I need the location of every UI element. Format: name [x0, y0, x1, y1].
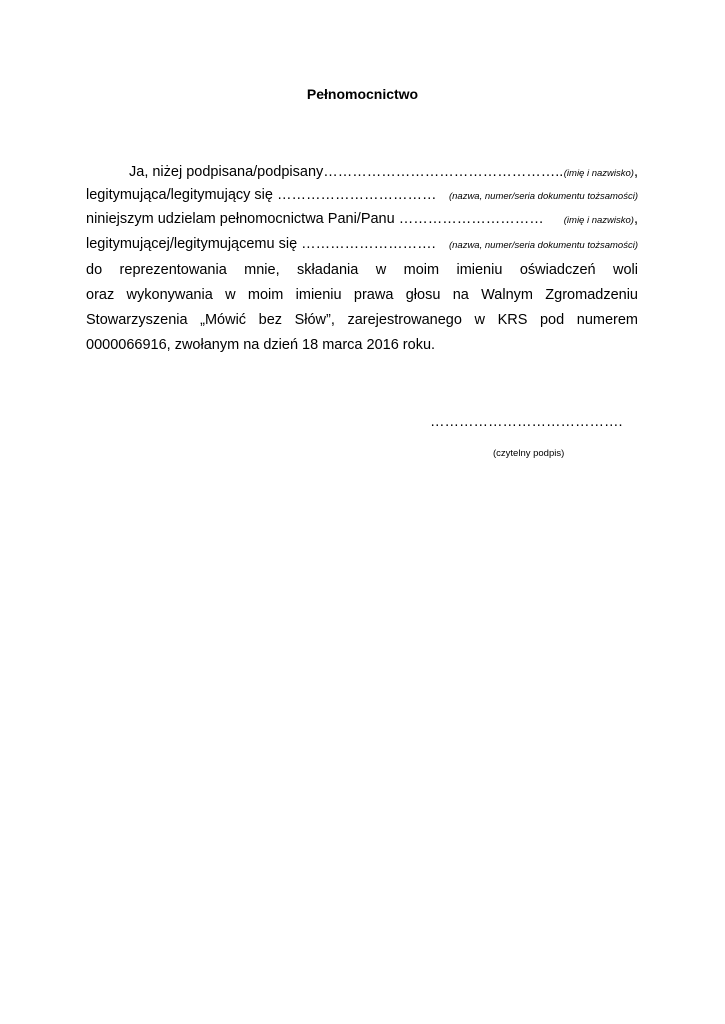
body-line-1: do reprezentowania mnie, składania w moim imieniu oświadczeń woli [86, 262, 638, 278]
signature-label: (czytelny podpis) [493, 448, 565, 459]
proxy-name-text: niniejszym udzielam pełnomocnictwa Pani/Panu ………………………… [86, 211, 544, 227]
proxy-name-comma: , [633, 211, 638, 227]
principal-name-hint: (imię i nazwisko) [563, 168, 634, 179]
principal-id-hint: (nazwa, numer/seria dokumentu tożsamości) [448, 191, 638, 202]
proxy-name-hint-group [564, 211, 638, 229]
proxy-name-hint: (imię i nazwisko) [563, 215, 634, 226]
body-line-4: 0000066916, zwołanym na dzień 18 marca 2016 roku. [86, 337, 436, 353]
signature-line: …………………………………. [430, 414, 623, 430]
proxy-id-text: legitymującej/legitymującemu się ………………………. [86, 236, 436, 252]
proxy-id-hint: (nazwa, numer/seria dokumentu tożsamości) [448, 240, 638, 251]
body-line-3: Stowarzyszenia „Mówić bez Słów”, zarejestrowanego w KRS pod numerem [86, 312, 638, 328]
principal-name-text: Ja, niżej podpisana/podpisany………………………………………….. [129, 164, 564, 180]
principal-name-line [86, 164, 638, 182]
principal-id-line [86, 187, 638, 205]
proxy-id-line [86, 236, 638, 254]
document-title: Pełnomocnictwo [306, 86, 419, 102]
principal-name-comma: , [633, 164, 638, 180]
principal-id-text: legitymująca/legitymujący się …………………………… [86, 187, 437, 203]
proxy-name-line [86, 211, 638, 229]
principal-name-hint-group [564, 164, 638, 182]
body-line-2: oraz wykonywania w moim imieniu prawa głosu na Walnym Zgromadzeniu [86, 287, 638, 303]
